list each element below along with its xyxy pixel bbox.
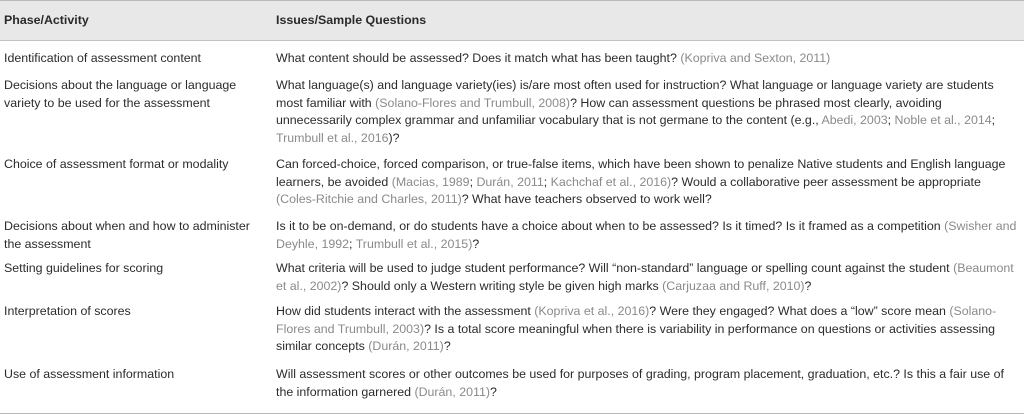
citation[interactable]: (Carjuzaa and Ruff, 2010) [662, 278, 805, 293]
phase-cell: Identification of assessment content [4, 51, 201, 65]
issue-text: ; [469, 174, 477, 189]
citation[interactable]: (Solano-Flores and Trumbull, 2008) [375, 95, 571, 110]
citation[interactable]: (Durán, 2011) [414, 384, 490, 399]
issue-text: ? Should only a Western writing style be given high marks [341, 278, 663, 293]
issues-cell [276, 50, 1020, 68]
header-phase: Phase/Activity [4, 13, 89, 27]
issues-cell [276, 77, 1020, 147]
issue-text: What content should be assessed? Does it match what has been taught? [276, 51, 681, 65]
phase-cell: Use of assessment information [4, 367, 175, 381]
citation[interactable]: Noble et al., 2014 [894, 113, 992, 128]
issue-text: What language(s) and language variety(ies) is/are most often used for instruction? What language or language variety are students most familiar with [276, 78, 994, 110]
issue-text: ; [349, 236, 356, 251]
issue-text: ? Is a total score meaningful when there is variability in performance on questions or activities assessing similar concepts [276, 321, 996, 354]
issue-text: ? Would a collaborative peer assessment be appropriate [671, 174, 981, 189]
issue-text: ? What have teachers observed to work well? [461, 192, 712, 207]
citation[interactable]: (Macias, 1989 [391, 174, 470, 189]
citation[interactable]: (Solano-Flores and Trumbull, 2003) [276, 304, 997, 336]
citation[interactable]: Trumbull et al., 2016 [276, 130, 389, 145]
issues-cell [276, 218, 1020, 253]
citation[interactable]: Kachchaf et al., 2016) [550, 174, 672, 189]
phase-cell: Decisions about when and how to administer the assessment [4, 219, 250, 251]
issue-text: Is it to be on-demand, or do students have a choice about when to be assessed? Is it timed? Is it framed as a competition [276, 219, 945, 233]
issue-text: ? [489, 384, 497, 399]
issue-text: Can forced-choice, forced comparison, or true-false items, which have been shown to penalize Native students and English language learners, be avoided [276, 157, 1006, 189]
citation[interactable]: (Coles-Ritchie and Charles, 2011) [276, 192, 462, 207]
issue-text: How did students interact with the assessment [276, 304, 535, 318]
citation[interactable]: Trumbull et al., 2015) [355, 236, 473, 251]
issue-text: ? [472, 236, 480, 251]
phase-cell: Choice of assessment format or modality [4, 157, 229, 171]
issue-text: Will assessment scores or other outcomes be used for purposes of grading, program placement, graduation, etc.? Is this a fair use of the information garnered [276, 367, 1004, 399]
issues-cell [276, 156, 1020, 209]
issues-cell [276, 366, 1020, 401]
issue-text: ; [887, 113, 895, 128]
header-issues: Issues/Sample Questions [276, 13, 427, 27]
citation[interactable]: (Beaumont et al., 2002) [276, 261, 1014, 293]
citation[interactable]: (Kopriva et al., 2016) [534, 304, 650, 318]
issue-text: ; [991, 113, 996, 128]
issues-cell [276, 260, 1020, 295]
issue-text: ? Were they engaged? What does a “low” score mean [649, 304, 950, 318]
issue-text: ; [543, 174, 551, 189]
table-header [0, 1, 1024, 41]
citation[interactable]: (Durán, 2011) [368, 339, 444, 354]
citation[interactable]: Abedi, 2003 [821, 113, 888, 128]
phase-cell: Decisions about the language or language variety to be used for the assessment [4, 78, 237, 110]
issue-text: )? [388, 130, 400, 145]
phase-cell: Interpretation of scores [4, 304, 131, 318]
citation[interactable]: (Swisher and Deyhle, 1992 [276, 219, 1017, 251]
issues-cell [276, 303, 1020, 356]
issue-text: ? How can assessment questions be phrased most clearly, avoiding unnecessarily complex grammar and unfamiliar vocabulary that is not germane to the content (e.g., [276, 95, 942, 128]
citation[interactable]: (Kopriva and Sexton, 2011) [680, 51, 831, 65]
issue-text: ? [443, 339, 451, 354]
issue-text: What criteria will be used to judge student performance? Will “non-standard” language or spelling count against the student [276, 261, 954, 275]
issue-text: ? [804, 278, 812, 293]
phase-cell: Setting guidelines for scoring [4, 261, 164, 275]
citation[interactable]: Durán, 2011 [476, 174, 544, 189]
